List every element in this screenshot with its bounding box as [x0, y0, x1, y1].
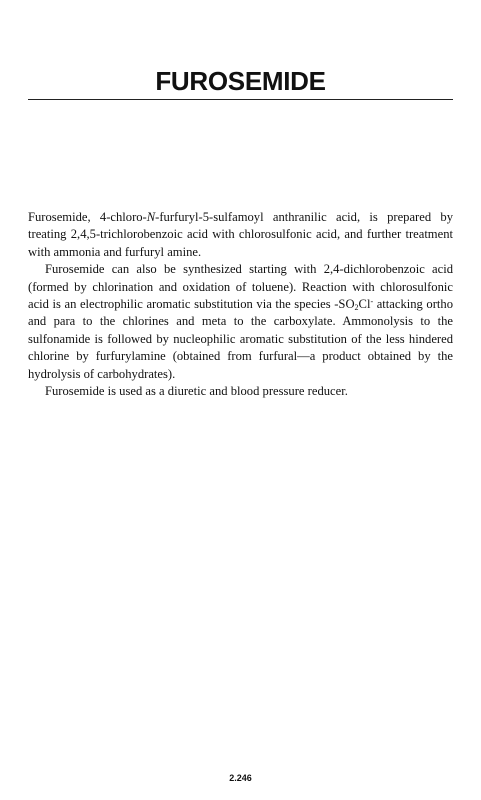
p2-subscript: 2: [354, 303, 359, 313]
page-number: 2.246: [229, 773, 252, 783]
body-text: [28, 209, 453, 400]
p1-text-c: -furfuryl-5-sulfamoyl anthranilic acid, is prepared by treating 2,4,5-trichlorobenzoic acid with chlorosulfonic acid, and further treatment with ammonia and furfuryl amine.: [28, 210, 454, 259]
p2-text-a: Furosemide can also be synthesized starting with 2,4-dichlorobenzoic acid (formed by chlorination and oxidation of toluene). Reaction with chlorosulfonic acid is an electrophilic aromatic substitution via the species -SO: [28, 262, 453, 312]
p2-text-e: attacking ortho and para to the chlorines and meta to the carboxylate. Ammonolysis to the sulfonamide is followed by nucleophilic aromatic substitution of the less hindered chlorine by furfurylamine (obtained from furfural—a product obtained by the hydrolysis of carbohydrates).: [28, 297, 453, 381]
paragraph-3: Furosemide is used as a diuretic and blood pressure reducer.: [45, 384, 348, 399]
p1-italic-n: N: [146, 210, 156, 224]
title-rule: [28, 99, 453, 100]
p2-superscript: -: [370, 297, 374, 307]
p1-text-a: Furosemide, 4-chloro-: [28, 210, 147, 224]
page-title: FUROSEMIDE: [155, 66, 326, 96]
paragraph-2: [28, 261, 453, 383]
p2-text-cl: Cl: [358, 297, 371, 312]
paragraph-1: [28, 209, 453, 261]
